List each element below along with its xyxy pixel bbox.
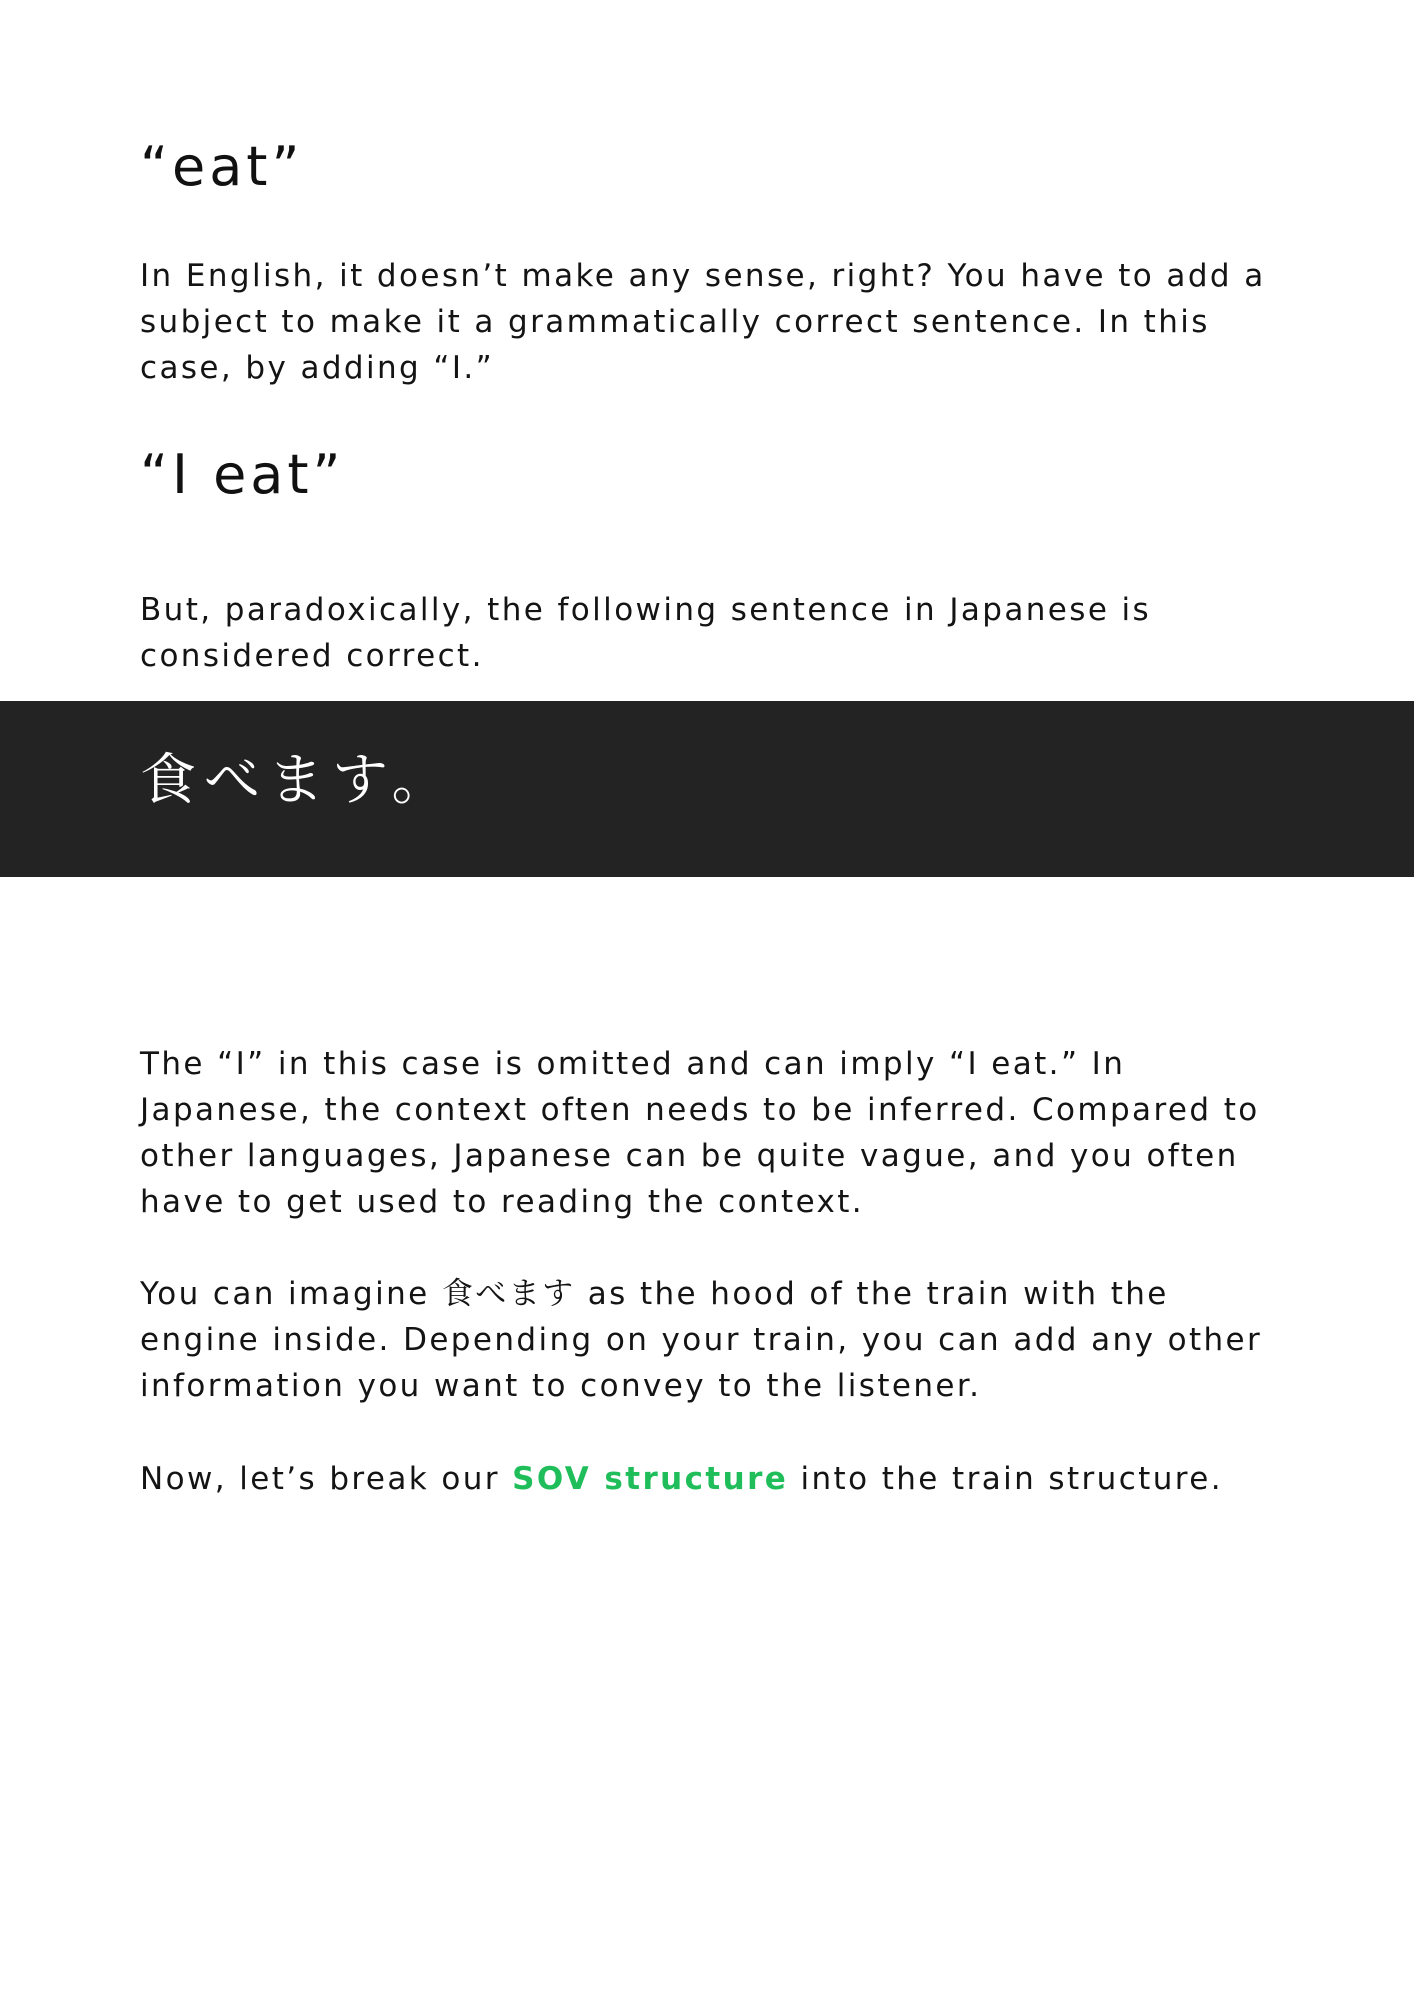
paragraph-train: You can imagine 食べます as the hood of the train with the engine inside. Depending on your train, you can add any other information you want to convey to the listener. — [140, 1276, 1263, 1404]
heading-eat: “eat” — [140, 135, 304, 198]
heading-i-eat: “I eat” — [140, 443, 345, 506]
paragraph-paradox: But, paradoxically, the following sentence in Japanese is considered correct. — [140, 592, 1152, 674]
paragraph-now — [140, 1456, 1290, 1502]
japanese-sentence: 食べます。 — [140, 748, 456, 813]
paragraph-omitted: The “I” in this case is omitted and can imply “I eat.” In Japanese, the context often needs to be inferred. Compared to other languages, Japanese can be quite vague, and you often have to get used to reading the context. — [140, 1046, 1260, 1220]
paragraph-now-after: into the train structure. — [788, 1461, 1223, 1497]
sov-structure-highlight: SOV structure — [512, 1461, 789, 1497]
paragraph-now-before: Now, let’s break our — [140, 1461, 513, 1497]
paragraph-english: In English, it doesn’t make any sense, right? You have to add a subject to make it a grammatically correct sentence. In this case, by adding “I.” — [140, 258, 1266, 386]
japanese-sentence-band — [0, 701, 1414, 877]
